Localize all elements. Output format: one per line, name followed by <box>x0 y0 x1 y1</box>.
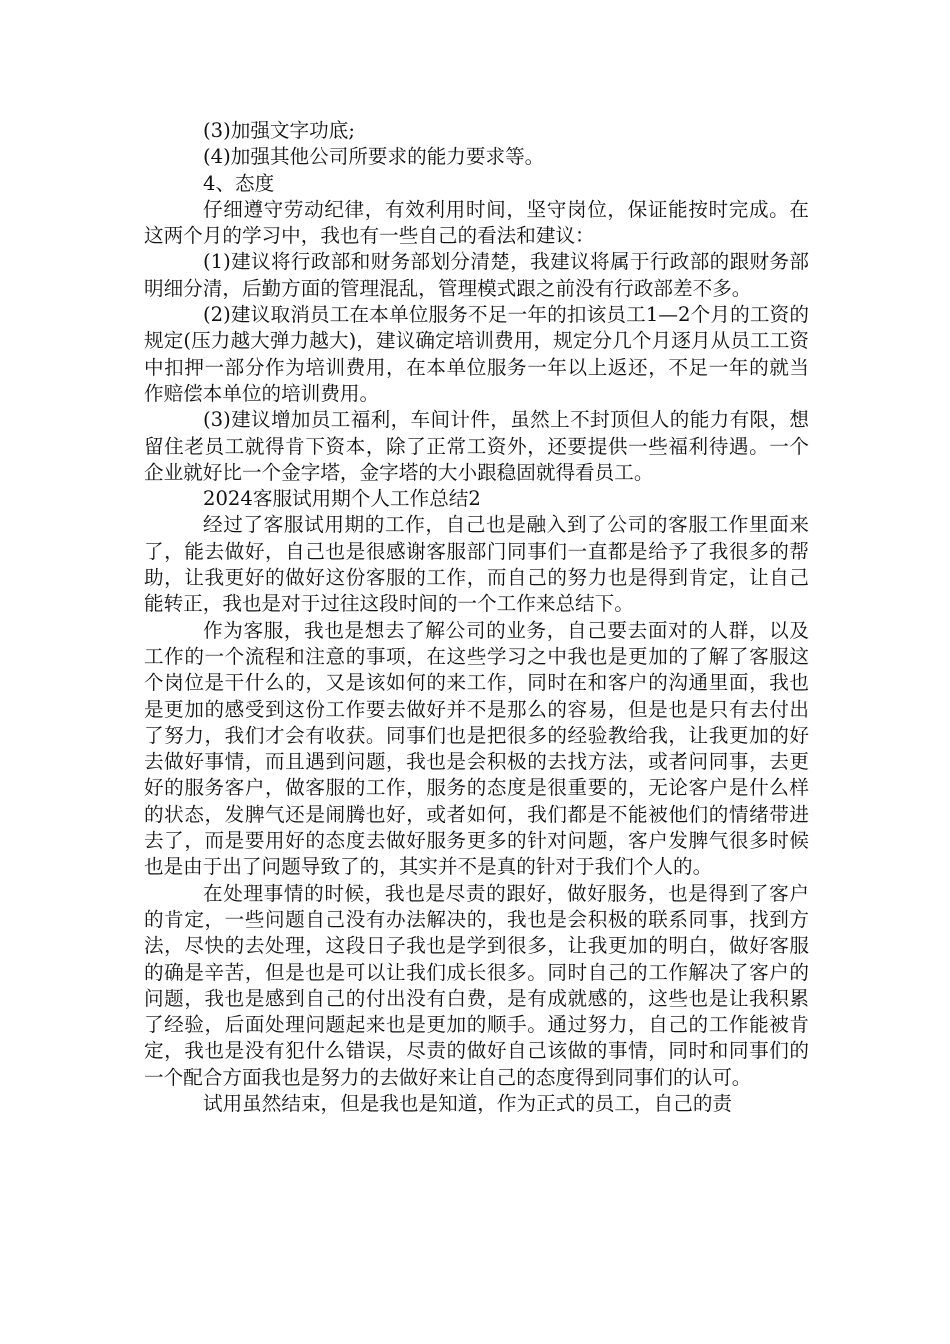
paragraph: 作为客服，我也是想去了解公司的业务，自己要去面对的人群，以及工作的一个流程和注意的事项，在这些学习之中我也是更加的了解了客服这个岗位是干什么的，又是该如何的来工作，同时在和客户的沟通里面，我也是更加的感受到这份工作要去做好并不是那么的容易，但是也是只有去付出了努力，我们才会有收获。同事们也是把很多的经验教给我，让我更加的好去做好事情，而且遇到问题，我也是会积极的去找方法，或者问同事，去更好的服务客户，做客服的工作，服务的态度是很重要的，无论客户是什么样的状态，发脾气还是闹腾也好，或者如何，我们都是不能被他们的情绪带进去了，而是要用好的态度去做好服务更多的针对问题，客户发脾气很多时候也是由于出了问题导致了的，其实并不是真的针对于我们个人的。 <box>144 618 809 879</box>
paragraph: 仔细遵守劳动纪律，有效利用时间，坚守岗位，保证能按时完成。在这两个月的学习中，我也有一些自己的看法和建议： <box>144 197 809 248</box>
section-heading: 4、态度 <box>203 171 275 195</box>
paragraph: (4)加强其他公司所要求的能力要求等。 <box>203 145 545 169</box>
paragraph: (3)建议增加员工福利，车间计件，虽然上不封顶但人的能力有限，想留住老员工就得肯下资本，除了正常工资外，还要提供一些福利待遇。一个企业就好比一个金字塔，金字塔的大小跟稳固就得看员工。 <box>144 408 809 484</box>
paragraph: (1)建议将行政部和财务部划分清楚，我建议将属于行政部的跟财务部明细分清，后勤方面的管理混乱，管理模式跟之前没有行政部差不多。 <box>144 250 809 300</box>
paragraph: 在处理事情的时候，我也是尽责的跟好，做好服务，也是得到了客户的肯定，一些问题自己没有办法解决的，我也是会积极的联系同事，找到方法，尽快的去处理，这段日子我也是学到很多，让我更加的明白，做好客服的确是辛苦，但是也是可以让我们成长很多。同时自己的工作解决了客户的问题，我也是感到自己的付出没有白费，是有成就感的，这些也是让我积累了经验，后面处理问题起来也是更加的顺手。通过努力，自己的工作能被肯定，我也是没有犯什么错误，尽责的做好自己该做的事情，同时和同事们的一个配合方面我也是努力的去做好来让自己的态度得到同事们的认可。 <box>144 881 809 1089</box>
paragraph: (3)加强文字功底; <box>203 119 355 142</box>
paragraph: (2)建议取消员工在本单位服务不足一年的扣该员工1—2个月的工资的规定(压力越大弹力越大)，建议确定培训费用，规定分几个月逐月从员工工资中扣押一部分作为培训费用，在本单位服务一年以上返还，不足一年的就当作赔偿本单位的培训费用。 <box>144 303 809 405</box>
document-body <box>144 118 809 1117</box>
document-title: 2024客服试用期个人工作总结2 <box>203 487 481 511</box>
paragraph: 试用虽然结束，但是我也是知道，作为正式的员工，自己的责 <box>203 1091 733 1115</box>
paragraph: 经过了客服试用期的工作，自己也是融入到了公司的客服工作里面来了，能去做好，自己也是很感谢客服部门同事们一直都是给予了我很多的帮助，让我更好的做好这份客服的工作，而自己的努力也是得到肯定，让自己能转正，我也是对于过往这段时间的一个工作来总结下。 <box>144 513 809 616</box>
